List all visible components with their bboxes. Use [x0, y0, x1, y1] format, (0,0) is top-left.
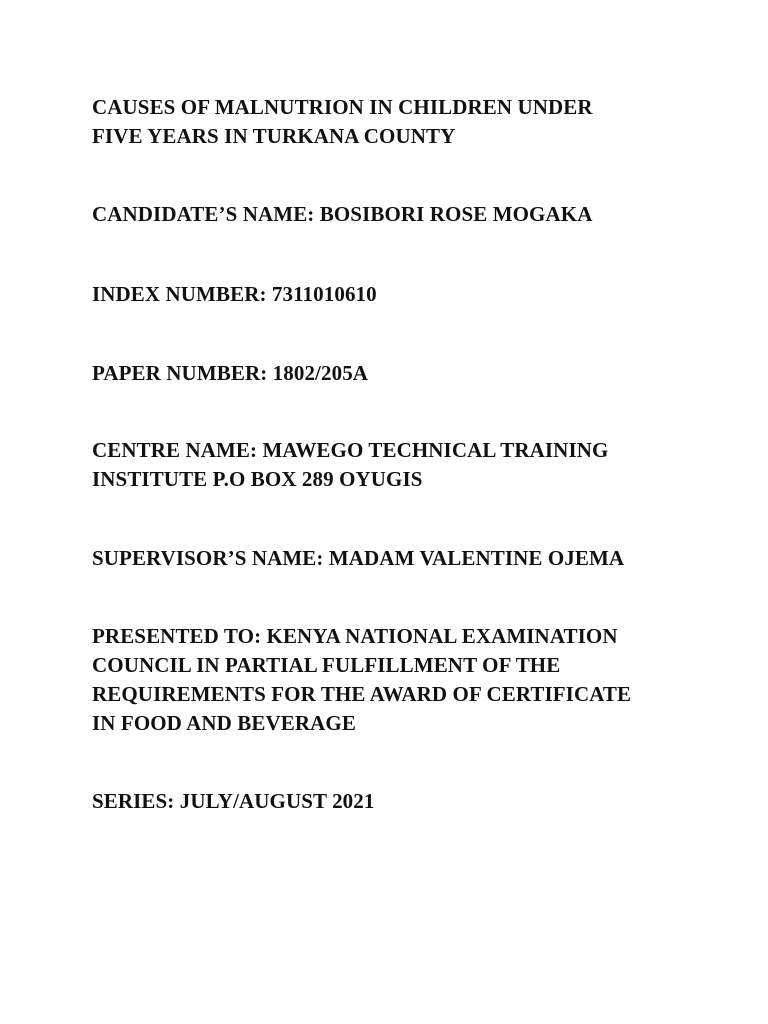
paper-number — [92, 359, 692, 388]
supervisor-name — [92, 544, 692, 573]
presented-line-2: COUNCIL IN PARTIAL FULFILLMENT OF THE — [92, 653, 561, 677]
centre-name — [92, 436, 692, 494]
title-line-2: FIVE YEARS IN TURKANA COUNTY — [92, 124, 456, 148]
project-title — [92, 93, 692, 151]
title-line-1: CAUSES OF MALNUTRION IN CHILDREN UNDER — [92, 95, 593, 119]
paper-number-text: PAPER NUMBER: 1802/205A — [92, 361, 369, 385]
series-text: SERIES: JULY/AUGUST 2021 — [92, 789, 375, 813]
presented-line-4: IN FOOD AND BEVERAGE — [92, 711, 356, 735]
exam-series — [92, 787, 692, 816]
centre-line-2: INSTITUTE P.O BOX 289 OYUGIS — [92, 467, 423, 491]
presented-to — [92, 622, 692, 738]
presented-line-3: REQUIREMENTS FOR THE AWARD OF CERTIFICATE — [92, 682, 632, 706]
index-number — [92, 280, 692, 309]
candidate-name-text: CANDIDATE’S NAME: BOSIBORI ROSE MOGAKA — [92, 202, 593, 226]
presented-line-1: PRESENTED TO: KENYA NATIONAL EXAMINATION — [92, 624, 618, 648]
centre-line-1: CENTRE NAME: MAWEGO TECHNICAL TRAINING — [92, 438, 609, 462]
supervisor-name-text: SUPERVISOR’S NAME: MADAM VALENTINE OJEMA — [92, 546, 625, 570]
candidate-name — [92, 200, 692, 229]
index-number-text: INDEX NUMBER: 7311010610 — [92, 282, 377, 306]
